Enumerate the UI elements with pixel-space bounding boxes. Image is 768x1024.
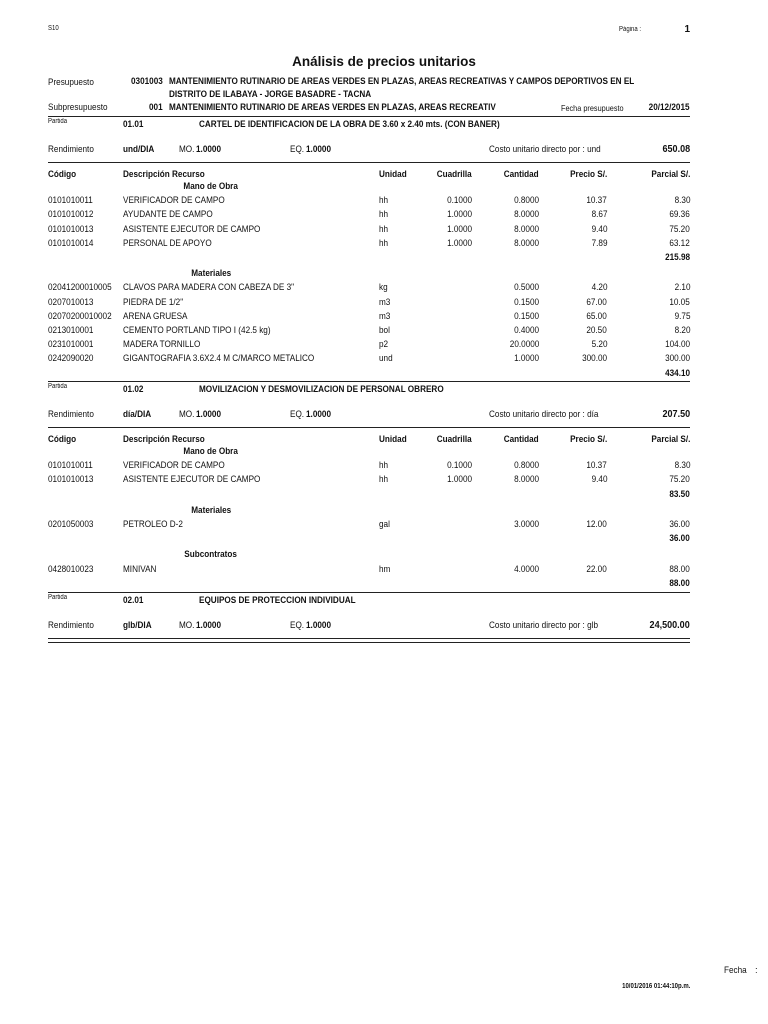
resource-code: 0101010013 bbox=[48, 223, 94, 235]
column-header-price: Precio S/. bbox=[569, 434, 607, 445]
resource-quantity: 0.1500 bbox=[514, 310, 539, 322]
partida-label: Partida bbox=[48, 118, 68, 125]
resource-description: MINIVAN bbox=[123, 563, 157, 575]
footer-timestamp: 10/01/2016 01:44:10p.m. bbox=[621, 983, 690, 990]
resource-price: 12.00 bbox=[586, 519, 607, 530]
subbudget-code: 001 bbox=[149, 102, 163, 113]
resource-group-title: Materiales bbox=[191, 504, 231, 516]
resource-partial: 88.00 bbox=[669, 563, 690, 575]
resource-group-title: Materiales bbox=[191, 268, 231, 280]
resource-quantity: 0.8000 bbox=[514, 195, 539, 207]
partida-label: Partida bbox=[48, 383, 68, 390]
resource-unit: hh bbox=[379, 195, 389, 207]
budget-date: 20/12/2015 bbox=[649, 102, 690, 113]
resource-code: 02041200010005 bbox=[48, 282, 112, 294]
resource-code: 0101010011 bbox=[48, 460, 93, 472]
unit-cost-value: 24,500.00 bbox=[649, 619, 690, 631]
partida-code: 01.01 bbox=[123, 119, 144, 130]
resource-description: MADERA TORNILLO bbox=[123, 339, 201, 351]
budget-code: 0301003 bbox=[131, 76, 163, 87]
eq-label: EQ. bbox=[290, 409, 305, 420]
system-label: S10 bbox=[48, 25, 59, 32]
resource-description: VERIFICADOR DE CAMPO bbox=[123, 460, 225, 472]
resource-code: 0231010001 bbox=[48, 339, 94, 351]
resource-group-title: Mano de Obra bbox=[183, 181, 239, 192]
resource-description: ASISTENTE EJECUTOR DE CAMPO bbox=[123, 474, 261, 486]
group-subtotal: 215.98 bbox=[665, 252, 690, 263]
resource-code: 0101010014 bbox=[48, 237, 94, 249]
resource-partial: 36.00 bbox=[669, 519, 690, 530]
resource-code: 0213010001 bbox=[48, 325, 94, 336]
section-bottom-rule bbox=[48, 642, 690, 643]
column-header-quantity: Cantidad bbox=[504, 169, 539, 180]
resource-partial: 75.20 bbox=[669, 474, 690, 486]
budget-description-line2: DISTRITO DE ILABAYA - JORGE BASADRE - TACNA bbox=[169, 89, 372, 100]
resource-code: 0242090020 bbox=[48, 353, 94, 365]
rendimiento-unit: und/DIA bbox=[123, 144, 155, 155]
partida-code: 02.01 bbox=[123, 595, 144, 606]
partida-title: CARTEL DE IDENTIFICACION DE LA OBRA DE 3.60 x 2.40 mts. (CON BANER) bbox=[199, 119, 500, 130]
footer-date-colon: : bbox=[755, 965, 758, 976]
mo-value: 1.0000 bbox=[196, 144, 221, 155]
rendimiento-label: Rendimiento bbox=[48, 144, 94, 155]
unit-cost-value: 650.08 bbox=[662, 143, 690, 155]
resource-unit: hh bbox=[379, 209, 389, 221]
unit-cost-value: 207.50 bbox=[662, 408, 690, 420]
resource-unit: hh bbox=[379, 237, 389, 249]
mo-value: 1.0000 bbox=[196, 620, 221, 631]
subbudget-description: MANTENIMIENTO RUTINARIO DE AREAS VERDES EN PLAZAS, AREAS RECREATIV bbox=[169, 102, 496, 113]
partida-title: EQUIPOS DE PROTECCION INDIVIDUAL bbox=[199, 595, 356, 606]
section-top-rule bbox=[48, 381, 690, 382]
resource-unit: gal bbox=[379, 519, 390, 530]
resource-code: 0201050003 bbox=[48, 519, 94, 530]
column-header-quantity: Cantidad bbox=[504, 434, 539, 445]
partida-code: 01.02 bbox=[123, 384, 144, 395]
resource-quantity: 8.0000 bbox=[514, 237, 539, 249]
resource-crew: 1.0000 bbox=[447, 223, 472, 235]
section-header-rule bbox=[48, 638, 690, 639]
resource-crew: 1.0000 bbox=[447, 209, 472, 221]
resource-group-title: Mano de Obra bbox=[183, 446, 239, 457]
resource-unit: hh bbox=[379, 474, 389, 486]
resource-price: 5.20 bbox=[591, 339, 607, 351]
eq-label: EQ. bbox=[290, 144, 305, 155]
column-header-crew: Cuadrilla bbox=[437, 434, 472, 445]
section-top-rule bbox=[48, 116, 690, 117]
resource-unit: hh bbox=[379, 223, 389, 235]
resource-quantity: 8.0000 bbox=[514, 474, 539, 486]
resource-price: 10.37 bbox=[586, 195, 607, 207]
resource-partial: 63.12 bbox=[669, 237, 690, 249]
column-header-description: Descripción Recurso bbox=[123, 169, 205, 180]
resource-code: 0101010013 bbox=[48, 474, 94, 486]
resource-quantity: 4.0000 bbox=[514, 563, 539, 575]
section-header-rule bbox=[48, 162, 690, 163]
resource-partial: 300.00 bbox=[665, 353, 690, 365]
resource-group-title: Subcontratos bbox=[184, 549, 238, 561]
resource-partial: 8.30 bbox=[674, 195, 690, 207]
resource-partial: 8.30 bbox=[674, 460, 690, 472]
resource-partial: 9.75 bbox=[674, 310, 690, 322]
resource-partial: 2.10 bbox=[674, 282, 690, 294]
resource-unit: m3 bbox=[379, 310, 391, 322]
resource-unit: p2 bbox=[379, 339, 389, 351]
mo-label: MO. bbox=[179, 144, 195, 155]
resource-partial: 104.00 bbox=[665, 339, 690, 351]
mo-value: 1.0000 bbox=[196, 409, 221, 420]
resource-description: PERSONAL DE APOYO bbox=[123, 237, 212, 249]
column-header-partial: Parcial S/. bbox=[650, 169, 690, 180]
resource-crew: 0.1000 bbox=[447, 460, 472, 472]
resource-quantity: 0.1500 bbox=[514, 296, 539, 308]
unit-cost-label: Costo unitario directo por : día bbox=[489, 409, 599, 420]
group-subtotal: 83.50 bbox=[669, 488, 690, 500]
resource-description: AYUDANTE DE CAMPO bbox=[123, 209, 213, 221]
page-label: Página : bbox=[619, 26, 642, 33]
resource-price: 8.67 bbox=[591, 209, 607, 221]
rendimiento-label: Rendimiento bbox=[48, 409, 94, 420]
column-header-unit: Unidad bbox=[379, 434, 407, 445]
column-header-code: Código bbox=[48, 434, 77, 445]
section-header-rule bbox=[48, 427, 690, 428]
resource-unit: kg bbox=[379, 282, 388, 294]
footer-date-label: Fecha bbox=[724, 965, 747, 976]
resource-quantity: 0.5000 bbox=[514, 282, 539, 294]
resource-partial: 75.20 bbox=[669, 223, 690, 235]
mo-label: MO. bbox=[179, 409, 195, 420]
resource-quantity: 1.0000 bbox=[514, 353, 539, 365]
resource-quantity: 8.0000 bbox=[514, 209, 539, 221]
resource-price: 67.00 bbox=[586, 296, 607, 308]
eq-value: 1.0000 bbox=[306, 409, 331, 420]
resource-description: ASISTENTE EJECUTOR DE CAMPO bbox=[123, 223, 261, 235]
column-header-price: Precio S/. bbox=[569, 169, 607, 180]
resource-price: 300.00 bbox=[582, 353, 607, 365]
resource-unit: hm bbox=[379, 563, 391, 575]
resource-quantity: 3.0000 bbox=[514, 519, 539, 530]
section-top-rule bbox=[48, 592, 690, 593]
resource-description: PETROLEO D-2 bbox=[123, 519, 183, 530]
resource-partial: 8.20 bbox=[674, 325, 690, 336]
resource-crew: 0.1000 bbox=[447, 195, 472, 207]
budget-label: Presupuesto bbox=[48, 77, 94, 88]
resource-unit: bol bbox=[379, 325, 390, 336]
resource-code: 0207010013 bbox=[48, 296, 94, 308]
resource-description: VERIFICADOR DE CAMPO bbox=[123, 195, 225, 207]
document-title: Análisis de precios unitarios bbox=[292, 54, 476, 69]
resource-price: 4.20 bbox=[591, 282, 607, 294]
resource-quantity: 0.8000 bbox=[514, 460, 539, 472]
resource-unit: und bbox=[379, 353, 393, 365]
resource-price: 20.50 bbox=[586, 325, 607, 336]
resource-code: 0101010011 bbox=[48, 195, 93, 207]
mo-label: MO. bbox=[179, 620, 195, 631]
eq-label: EQ. bbox=[290, 620, 305, 631]
resource-unit: hh bbox=[379, 460, 389, 472]
resource-price: 22.00 bbox=[586, 563, 607, 575]
resource-unit: m3 bbox=[379, 296, 391, 308]
resource-description: CEMENTO PORTLAND TIPO I (42.5 kg) bbox=[123, 325, 271, 336]
resource-partial: 10.05 bbox=[669, 296, 690, 308]
resource-price: 65.00 bbox=[586, 310, 607, 322]
resource-price: 7.89 bbox=[591, 237, 607, 249]
column-header-partial: Parcial S/. bbox=[650, 434, 690, 445]
group-subtotal: 88.00 bbox=[669, 577, 690, 589]
budget-date-label: Fecha presupuesto bbox=[561, 103, 624, 113]
subbudget-label: Subpresupuesto bbox=[48, 102, 108, 113]
resource-partial: 69.36 bbox=[669, 209, 690, 221]
eq-value: 1.0000 bbox=[306, 144, 331, 155]
resource-description: CLAVOS PARA MADERA CON CABEZA DE 3" bbox=[123, 282, 295, 294]
resource-crew: 1.0000 bbox=[447, 474, 472, 486]
rendimiento-unit: día/DIA bbox=[123, 409, 152, 420]
eq-value: 1.0000 bbox=[306, 620, 331, 631]
rendimiento-label: Rendimiento bbox=[48, 620, 94, 631]
column-header-crew: Cuadrilla bbox=[437, 169, 472, 180]
budget-description: MANTENIMIENTO RUTINARIO DE AREAS VERDES EN PLAZAS, AREAS RECREATIVAS Y CAMPOS DEPORTIVOS EN EL bbox=[169, 76, 635, 87]
resource-quantity: 20.0000 bbox=[509, 339, 539, 351]
partida-title: MOVILIZACION Y DESMOVILIZACION DE PERSONAL OBRERO bbox=[199, 384, 444, 395]
resource-quantity: 8.0000 bbox=[514, 223, 539, 235]
resource-description: PIEDRA DE 1/2" bbox=[123, 296, 184, 308]
resource-code: 0428010023 bbox=[48, 563, 94, 575]
resource-description: GIGANTOGRAFIA 3.6X2.4 M C/MARCO METALICO bbox=[123, 353, 315, 365]
unit-cost-label: Costo unitario directo por : und bbox=[489, 144, 601, 155]
resource-price: 10.37 bbox=[586, 460, 607, 472]
resource-price: 9.40 bbox=[591, 223, 607, 235]
unit-cost-label: Costo unitario directo por : glb bbox=[489, 620, 598, 631]
group-subtotal: 434.10 bbox=[665, 367, 690, 379]
column-header-description: Descripción Recurso bbox=[123, 434, 205, 445]
column-header-unit: Unidad bbox=[379, 169, 407, 180]
group-subtotal: 36.00 bbox=[669, 533, 690, 545]
resource-code: 02070200010002 bbox=[48, 310, 112, 322]
column-header-code: Código bbox=[48, 169, 77, 180]
resource-price: 9.40 bbox=[591, 474, 607, 486]
resource-description: ARENA GRUESA bbox=[123, 310, 188, 322]
partida-label: Partida bbox=[48, 594, 68, 601]
resource-crew: 1.0000 bbox=[447, 237, 472, 249]
resource-quantity: 0.4000 bbox=[514, 325, 539, 336]
rendimiento-unit: glb/DIA bbox=[123, 620, 152, 631]
resource-code: 0101010012 bbox=[48, 209, 94, 221]
page-number: 1 bbox=[684, 24, 690, 35]
